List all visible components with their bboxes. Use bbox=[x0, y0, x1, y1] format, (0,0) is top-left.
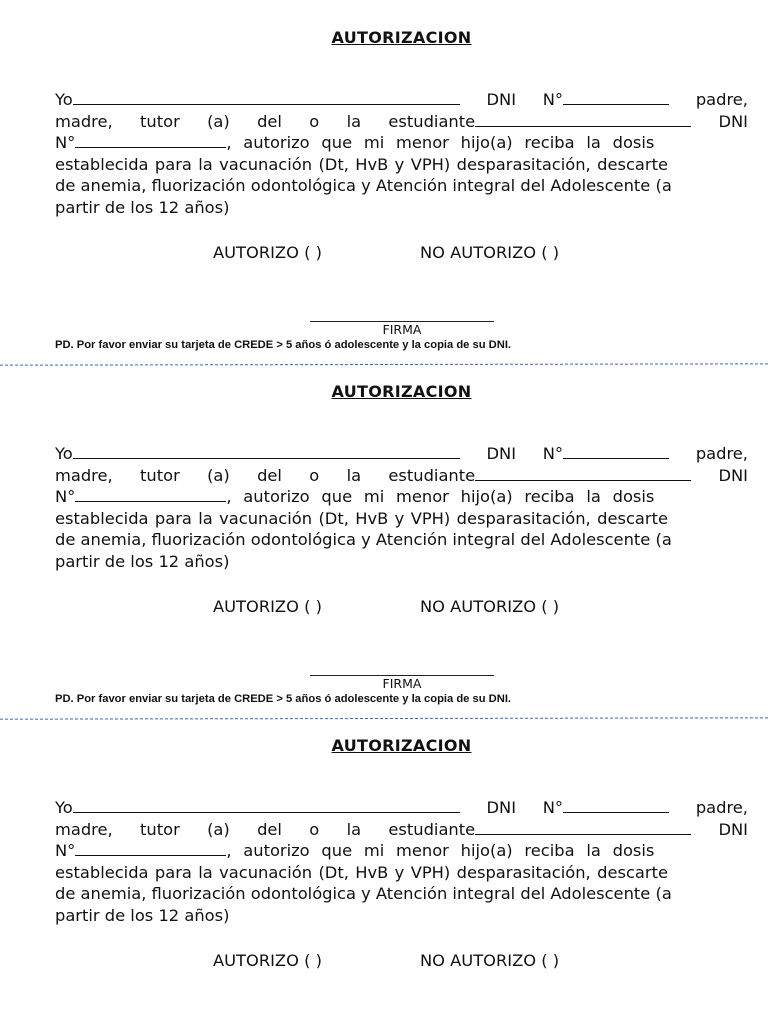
autorizo-option[interactable]: AUTORIZO ( ) bbox=[213, 243, 322, 262]
text-line-4: establecida para la vacunación (Dt, HvB y VPH) desparasitación, descarte bbox=[55, 508, 668, 528]
signature-label: FIRMA bbox=[382, 676, 422, 691]
cut-line-divider bbox=[0, 363, 768, 365]
student-dni-blank[interactable] bbox=[75, 133, 226, 148]
signature-label: FIRMA bbox=[382, 322, 422, 337]
text-line-4: establecida para la vacunación (Dt, HvB y VPH) desparasitación, descarte bbox=[55, 862, 668, 882]
cut-line-divider bbox=[0, 717, 768, 719]
note-text: PD. Por favor enviar su tarjeta de CREDE > 5 años ó adolescente y la copia de su DNI. bbox=[55, 693, 512, 705]
text-line-2: madre, tutor (a) del o la estudiante DNI bbox=[55, 111, 748, 131]
text-line-2: madre, tutor (a) del o la estudiante DNI bbox=[55, 819, 748, 839]
student-dni-blank[interactable] bbox=[75, 841, 226, 856]
student-blank[interactable] bbox=[475, 820, 691, 835]
text-line-5: de anemia, fluorización odontológica y Atención integral del Adolescente (a bbox=[55, 176, 672, 196]
authorization-text bbox=[55, 443, 748, 573]
text-line-1: Yo DNI N° padre, bbox=[55, 90, 748, 109]
autorizo-option[interactable]: AUTORIZO ( ) bbox=[213, 951, 322, 970]
text-line-2: madre, tutor (a) del o la estudiante DNI bbox=[55, 465, 748, 485]
text-line-1: Yo DNI N° padre, bbox=[55, 798, 748, 817]
no-autorizo-option[interactable]: NO AUTORIZO ( ) bbox=[420, 597, 560, 616]
student-blank[interactable] bbox=[475, 112, 691, 127]
dni-blank[interactable] bbox=[563, 90, 669, 105]
no-autorizo-option[interactable]: NO AUTORIZO ( ) bbox=[420, 951, 560, 970]
authorization-text bbox=[55, 89, 748, 219]
form-title: AUTORIZACION bbox=[331, 382, 472, 401]
authorization-text bbox=[55, 797, 748, 927]
text-line-5: de anemia, fluorización odontológica y Atención integral del Adolescente (a bbox=[55, 884, 672, 904]
note-text: PD. Por favor enviar su tarjeta de CREDE > 5 años ó adolescente y la copia de su DNI. bbox=[55, 339, 512, 351]
text-line-3: N° , autorizo que mi menor hijo(a) reciba la dosis bbox=[55, 133, 655, 153]
name-blank[interactable] bbox=[73, 90, 460, 105]
text-line-4: establecida para la vacunación (Dt, HvB y VPH) desparasitación, descarte bbox=[55, 154, 668, 174]
text-line-5: de anemia, fluorización odontológica y Atención integral del Adolescente (a bbox=[55, 530, 672, 550]
text-line-3: N° , autorizo que mi menor hijo(a) reciba la dosis bbox=[55, 487, 655, 507]
autorizo-option[interactable]: AUTORIZO ( ) bbox=[213, 597, 322, 616]
student-blank[interactable] bbox=[475, 466, 691, 481]
text-line-6: partir de los 12 años) bbox=[55, 905, 230, 925]
no-autorizo-option[interactable]: NO AUTORIZO ( ) bbox=[420, 243, 560, 262]
dni-blank[interactable] bbox=[563, 444, 669, 459]
name-blank[interactable] bbox=[73, 444, 460, 459]
student-dni-blank[interactable] bbox=[75, 487, 226, 502]
text-line-6: partir de los 12 años) bbox=[55, 551, 230, 571]
name-blank[interactable] bbox=[73, 798, 460, 813]
form-title: AUTORIZACION bbox=[331, 736, 472, 755]
form-title: AUTORIZACION bbox=[331, 28, 472, 47]
text-line-6: partir de los 12 años) bbox=[55, 197, 230, 217]
text-line-3: N° , autorizo que mi menor hijo(a) reciba la dosis bbox=[55, 841, 655, 861]
dni-blank[interactable] bbox=[563, 798, 669, 813]
text-line-1: Yo DNI N° padre, bbox=[55, 444, 748, 463]
